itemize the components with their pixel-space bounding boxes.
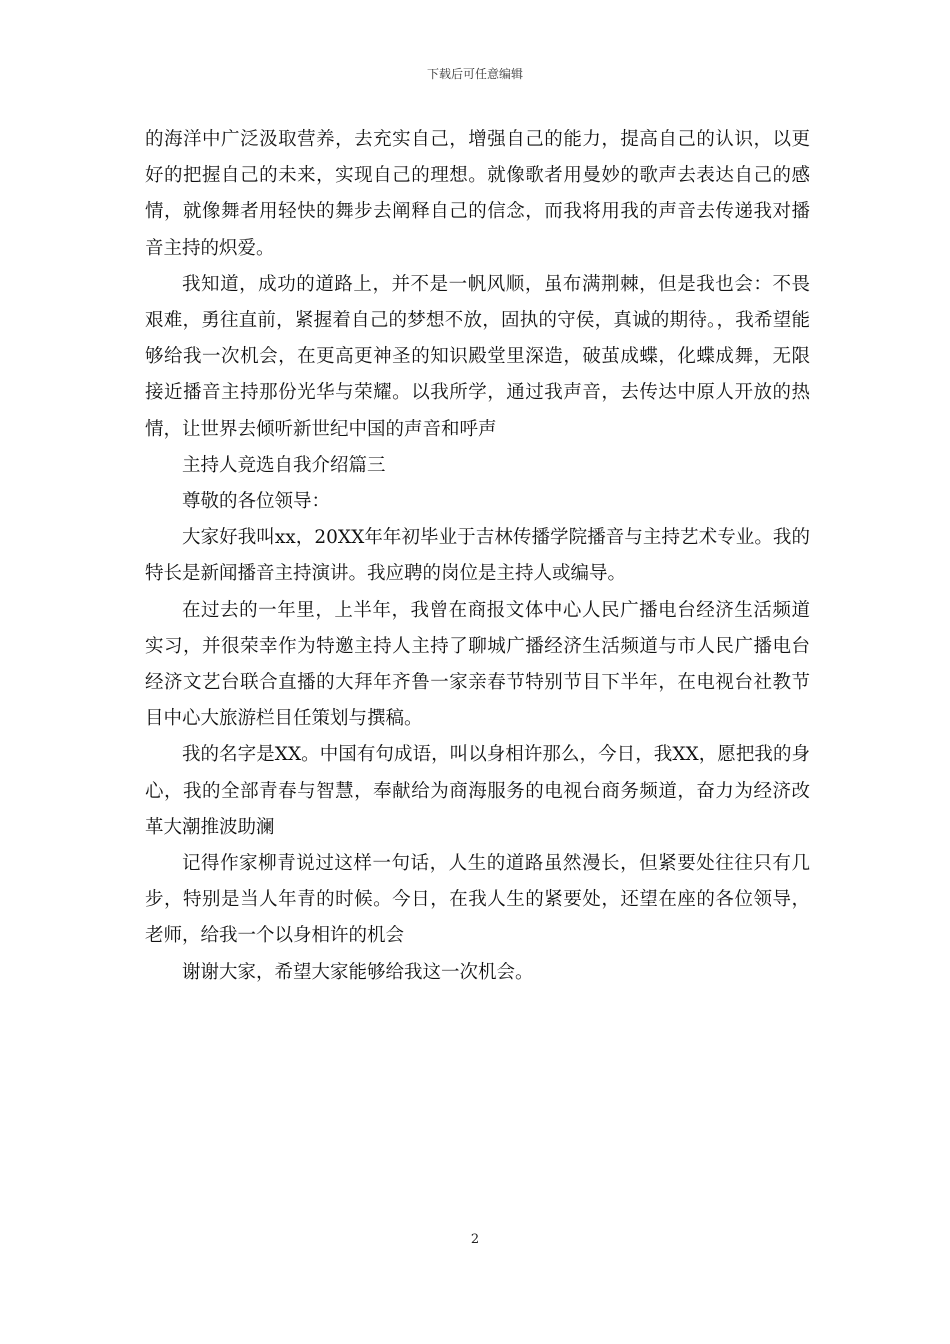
paragraph: 大家好我叫xx，20XX年年初毕业于吉林传播学院播音与主持艺术专业。我的特长是新闻播音主持演讲。我应聘的岗位是主持人或编导。	[145, 527, 810, 585]
paragraph: 我的名字是XX。中国有句成语，叫以身相许那么，今日，我XX，愿把我的身心，我的全部青春与智慧，奉献给为商海服务的电视台商务频道，奋力为经济改革大潮推波助澜	[145, 744, 810, 838]
document-body	[145, 122, 810, 991]
paragraph: 在过去的一年里，上半年，我曾在商报文体中心人民广播电台经济生活频道实习，并很荣幸作为特邀主持人主持了聊城广播经济生活频道与市人民广播电台经济文艺台联合直播的大拜年齐鲁一家亲春节特别节目下半年，在电视台社教节目中心大旅游栏目任策划与撰稿。	[145, 599, 810, 730]
salutation: 尊敬的各位领导：	[182, 491, 331, 513]
page-number: 2	[470, 1232, 480, 1247]
closing-line: 谢谢大家，希望大家能够给我这一次机会。	[182, 961, 534, 983]
section-heading: 主持人竞选自我介绍篇三	[182, 454, 386, 476]
paragraph: 我知道，成功的道路上，并不是一帆风顺，虽布满荆棘，但是我也会：不畏艰难，勇往直前，紧握着自己的梦想不放，固执的守侯，真诚的期待。，我希望能够给我一次机会，在更高更神圣的知识殿堂里深造，破茧成蝶，化蝶成舞，无限接近播音主持那份光华与荣耀。以我所学，通过我声音，去传达中原人开放的热情，让世界去倾听新世纪中国的声音和呼声	[145, 273, 810, 440]
page-header: 下载后可任意编辑	[426, 67, 523, 81]
paragraph-continuation: 的海洋中广泛汲取营养，去充实自己，增强自己的能力，提高自己的认识，以更好的把握自己的未来，实现自己的理想。就像歌者用曼妙的歌声去表达自己的感情，就像舞者用轻快的舞步去阐释自己的信念，而我将用我的声音去传递我对播音主持的炽爱。	[145, 129, 810, 259]
paragraph: 记得作家柳青说过这样一句话，人生的道路虽然漫长，但紧要处往往只有几步，特别是当人年青的时候。今日，在我人生的紧要处，还望在座的各位领导，老师，给我一个以身相许的机会	[145, 853, 810, 947]
